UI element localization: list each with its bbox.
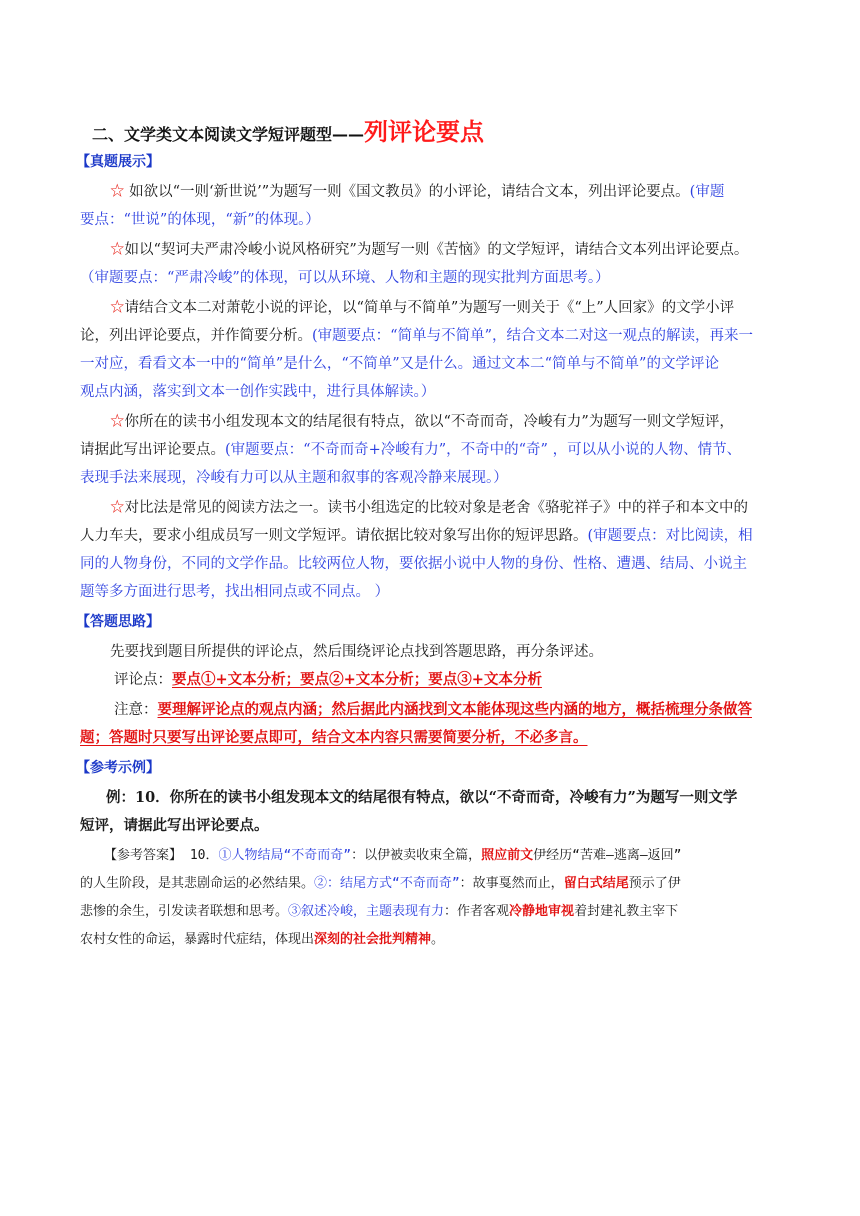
review-points-line: [114, 668, 542, 692]
review-points-value: 要点①+文本分析；要点②+文本分析；要点③+文本分析: [172, 671, 542, 688]
section-header-real-questions: 【真题展示】: [76, 154, 160, 170]
note-label: 注意：: [114, 702, 158, 718]
note-text-a: 要理解评论点的观点内涵；然后据此内涵找到文本能体现这些内涵的地方，概括梳理分条做答: [157, 701, 752, 718]
answer-point1-highlight: 照应前文: [481, 848, 534, 863]
note-text-b: 题；答题时只要写出评论要点即可，结合文本内容只需要简要分析，不必多言。: [80, 729, 588, 746]
q1-hint: 要点：“世说”的体现，“新”的体现。）: [80, 212, 320, 228]
q4-hint-a: (审题要点：“不奇而奇+冷峻有力”，不奇中的“奇” ，可以从小说的人物、情节、: [225, 442, 742, 458]
answer-line3: [80, 900, 678, 924]
title-prefix: 二、文学类文本阅读文学短评题型——: [92, 125, 365, 144]
q3-line2: [80, 324, 753, 348]
q5-text-a: 对比法是常见的阅读方法之一。读书小组选定的比较对象是老舍《骆驼祥子》中的祥子和本文中的: [124, 500, 748, 516]
title-highlight: 列评论要点: [364, 118, 485, 146]
answer-point3-label: ③叙述冷峻，主题表现有力: [288, 904, 445, 919]
q1-text: 如欲以“一则‘新世说’”为题写一则《国文教员》的小评论，请结合文本，列出评论要点。: [124, 184, 690, 200]
answer-point1-label: ①人物结局“不奇而奇”: [218, 848, 352, 863]
q3-line1: [110, 296, 734, 320]
section-header-approach: 【答题思路】: [76, 614, 160, 630]
answer-line4: [80, 928, 444, 952]
star-icon: ☆: [110, 300, 125, 316]
q5-line1: [110, 496, 748, 520]
example-line2: 短评，请据此写出评论要点。: [80, 817, 269, 834]
answer-point1-text: ：以伊被卖收束全篇，: [351, 848, 482, 863]
star-icon: ☆: [110, 184, 125, 200]
answer-point2-label: ②：结尾方式“不奇而奇”: [314, 876, 460, 891]
q4-text-a: 你所在的读书小组发现本文的结尾很有特点，欲以“不奇而奇，冷峻有力”为题写一则文学短评，: [124, 414, 734, 430]
q4-hint-b: 表现手法来展现，冷峻有力可以从主题和叙事的客观冷静来展现。）: [80, 470, 508, 486]
answer-point1-tail: 伊经历“苦难—逃离—返回”: [533, 848, 682, 863]
q1-line1: [110, 180, 724, 204]
answer-line3-text: 悲惨的余生，引发读者联想和思考。: [80, 904, 289, 919]
q2-line1: [110, 238, 748, 262]
q3-hint-a: (审题要点：“简单与不简单”，结合文本二对这一观点的解读，再来一: [312, 328, 753, 344]
star-icon: ☆: [110, 242, 125, 258]
answer-line2: [80, 872, 681, 896]
q3-hint-b: 一对应，看看文本一中的“简单”是什么，“不简单”又是什么。通过文本二“简单与不简单”的文学评论: [80, 356, 719, 372]
q5-text-b: 人力车夫，要求小组成员写一则文学短评。请依据比较对象写出你的短评思路。: [80, 528, 588, 544]
approach-line: 先要找到题目所提供的评论点，然后围绕评论点找到答题思路，再分条评述。: [110, 644, 603, 660]
answer-point3-tail: 着封建礼教主宰下: [574, 904, 679, 919]
q1-hint-start: (审题: [689, 184, 725, 200]
answer-line4-text: 农村女性的命运，暴露时代症结，体现出: [80, 932, 315, 947]
q5-line2: [80, 524, 753, 548]
q4-line1: [110, 410, 734, 434]
answer-line2-text: 的人生阶段，是其悲剧命运的必然结果。: [80, 876, 315, 891]
q3-text-b: 论，列出评论要点，并作简要分析。: [80, 328, 312, 344]
page-title: [92, 112, 484, 147]
q3-hint-c: 观点内涵，落实到文本一创作实践中，进行具体解读。）: [80, 384, 436, 400]
q4-text-b: 请据此写出评论要点。: [80, 442, 225, 458]
q5-hint-c: 题等多方面进行思考，找出相同点或不同点。 ）: [80, 584, 390, 600]
q5-hint-b: 同的人物身份，不同的文学作品。比较两位人物，要依据小说中人物的身份、性格、遭遇、结局、小说主: [80, 556, 747, 572]
note-line1: [114, 698, 752, 722]
answer-line4-highlight: 深刻的社会批判精神: [314, 932, 432, 947]
q4-line2: [80, 438, 741, 462]
answer-point3-highlight: 冷静地审视: [509, 904, 575, 919]
answer-point3-text: ：作者客观: [444, 904, 510, 919]
q3-text-a: 请结合文本二对萧乾小说的评论，以“简单与不简单”为题写一则关于《“上”人回家》的文学小评: [124, 300, 735, 316]
answer-point2-text: ：故事戛然而止，: [459, 876, 564, 891]
q2-hint: （审题要点：“严肃冷峻”的体现，可以从环境、人物和主题的现实批判方面思考。）: [80, 270, 610, 286]
answer-label: 【参考答案】 10．: [104, 848, 219, 863]
q2-text: 如以“契诃夫严肃冷峻小说风格研究”为题写一则《苦恼》的文学短评，请结合文本列出评论要点。: [124, 242, 749, 258]
answer-line1: [104, 844, 681, 868]
answer-point2-tail: 预示了伊: [628, 876, 681, 891]
star-icon: ☆: [110, 414, 125, 430]
section-header-example: 【参考示例】: [76, 760, 160, 776]
example-line1: 例：10．你所在的读书小组发现本文的结尾很有特点，欲以“不奇而奇，冷峻有力”为题写一则文学: [106, 789, 738, 806]
answer-point2-highlight: 留白式结尾: [563, 876, 629, 891]
star-icon: ☆: [110, 500, 125, 516]
answer-line4-end: 。: [431, 932, 445, 947]
review-points-label: 评论点：: [114, 672, 172, 688]
q5-hint-a: (审题要点：对比阅读，相: [587, 528, 753, 544]
